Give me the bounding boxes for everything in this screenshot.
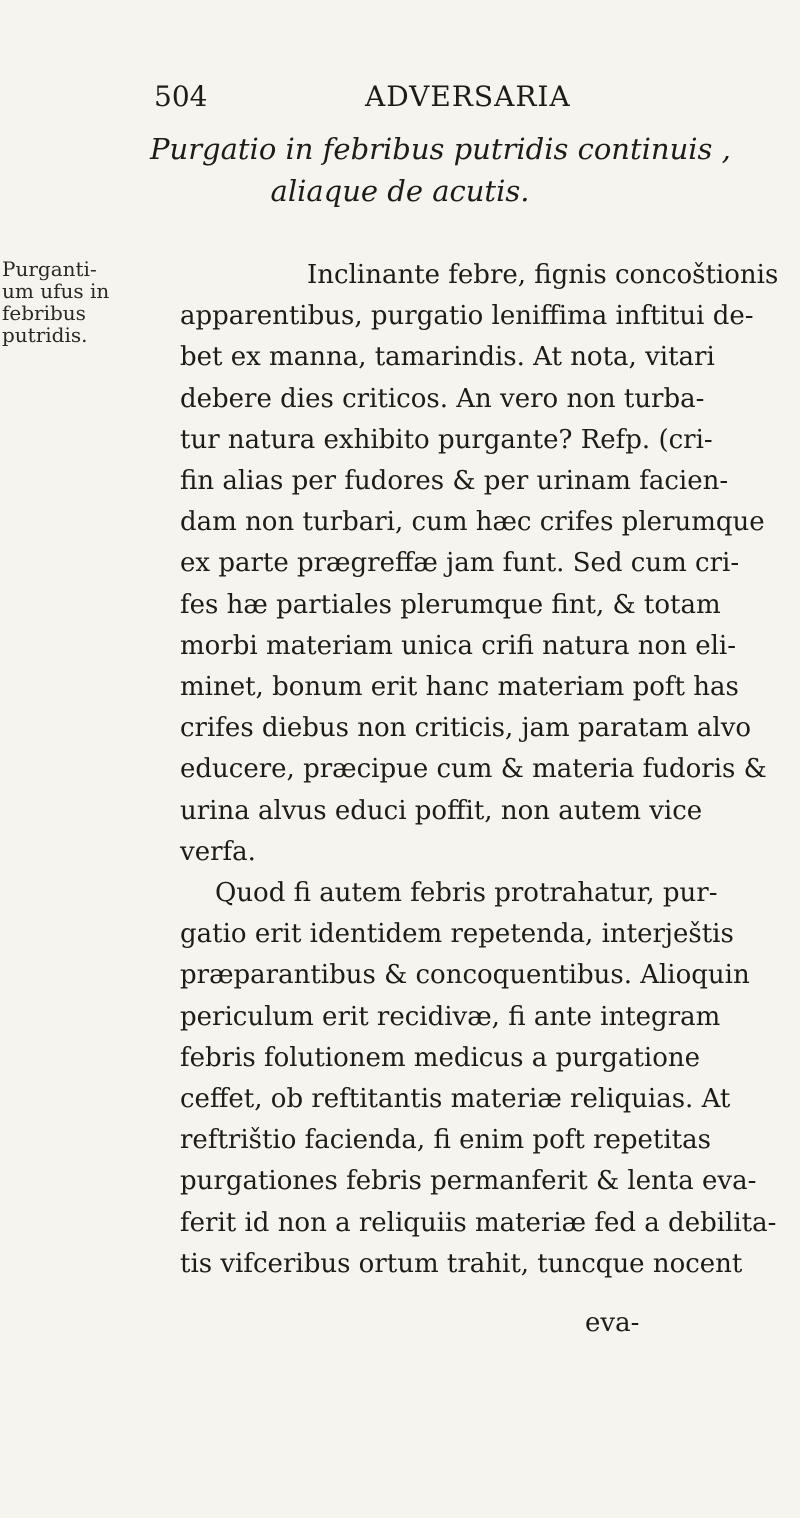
text-line: periculum erit recidivæ, fi ante integram: [180, 1001, 721, 1032]
text-line: ceffet, ob reftitantis materiæ reliquias. At: [180, 1084, 731, 1114]
margin-note-line: Purganti-: [2, 257, 97, 281]
text-line: Quod fi autem febris protrahatur, pur-: [215, 878, 718, 908]
catchword: eva-: [585, 1308, 640, 1338]
margin-note: [2, 258, 130, 346]
text-line: præparantibus & concoquentibus. Alioquin: [180, 960, 750, 991]
text-line: crifes diebus non criticis, jam paratam alvo: [180, 713, 752, 744]
text-line: Inclinante febre, fignis concoštionis: [307, 260, 779, 290]
text-line: fin alias per fudores & per urinam facien-: [180, 466, 729, 496]
text-line: debere dies criticos. An vero non turba-: [180, 383, 705, 414]
text-line: urina alvus educi poffit, non autem vice: [180, 795, 703, 826]
text-line: tur natura exhibito purgante? Refp. (cri-: [180, 424, 713, 455]
text-line: purgationes febris permanferit & lenta eva-: [180, 1166, 757, 1197]
text-line: reftrištio facienda, fi enim poft repetitas: [180, 1125, 711, 1156]
section-title: [150, 128, 731, 212]
text-line: verfa.: [180, 836, 256, 867]
text-line: fes hæ partiales plerumque fint, & totam: [180, 589, 721, 620]
text-line: bet ex manna, tamarindis. At nota, vitari: [180, 342, 715, 373]
text-line: apparentibus, purgatio leniffima inftitui de-: [180, 301, 754, 332]
text-line: febris folutionem medicus a purgatione: [180, 1042, 700, 1073]
title-line-2: aliaque de acutis.: [270, 174, 530, 208]
text-line: gatio erit identidem repetenda, interještis: [180, 919, 734, 950]
margin-note-line: febribus: [2, 301, 86, 325]
text-line: morbi materiam unica crifi natura non eli-: [180, 630, 737, 661]
running-head: ADVERSARIA: [365, 80, 571, 113]
text-line: minet, bonum erit hanc materiam poft has: [180, 672, 739, 702]
text-line: dam non turbari, cum hæc crifes plerumque: [180, 507, 765, 538]
text-line: educere, præcipue cum & materia fudoris &: [180, 754, 767, 785]
title-line-1: Purgatio in febribus putridis continuis ,: [150, 132, 731, 166]
margin-note-line: putridis.: [2, 323, 88, 347]
text-line: ex parte prægreffæ jam funt. Sed cum cri-: [180, 548, 740, 579]
page-number: 504: [154, 80, 208, 113]
text-line: ferit id non a reliquiis materiæ fed a debilita-: [180, 1207, 777, 1238]
page-header: [150, 80, 650, 120]
text-line: tis vifceribus ortum trahit, tuncque nocent: [180, 1248, 743, 1279]
margin-note-line: um ufus in: [2, 279, 110, 303]
